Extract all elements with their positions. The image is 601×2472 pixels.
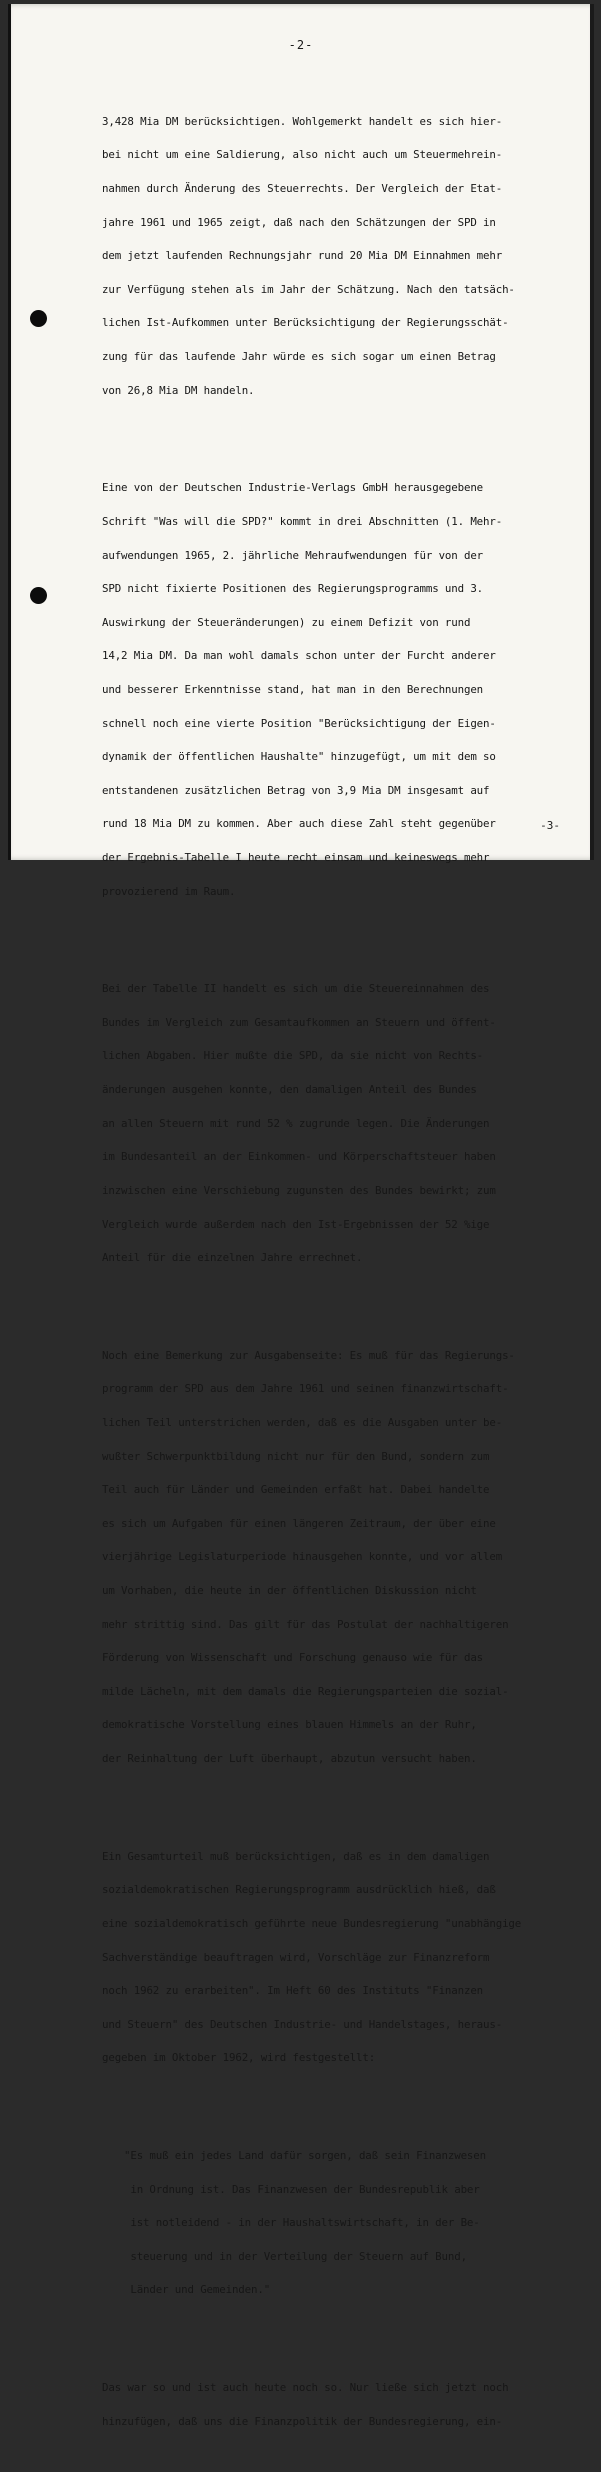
- text-line: entstandenen zusätzlichen Betrag von 3,9 Mia DM insgesamt auf: [102, 783, 490, 797]
- text-line: zur Verfügung stehen als im Jahr der Schätzung. Nach den tatsäch-: [102, 282, 515, 296]
- text-line: und besserer Erkenntnisse stand, hat man in den Berechnungen: [102, 682, 484, 696]
- text-line: gegeben im Oktober 1962, wird festgestellt:: [102, 2051, 376, 2065]
- text-line: der Ergebnis-Tabelle I heute recht einsam und keineswegs mehr: [102, 851, 490, 865]
- text-line: inzwischen eine Verschiebung zugunsten des Bundes bewirkt; zum: [102, 1183, 496, 1197]
- text-line: vierjährige Legislaturperiode hinausgehen konnte, und vor allem: [102, 1550, 503, 1564]
- text-line: dynamik der öffentlichen Haushalte" hinzugefügt, um mit dem so: [102, 750, 496, 764]
- text-line: Eine von der Deutschen Industrie-Verlags GmbH herausgegebene: [102, 481, 484, 495]
- text-line: Schrift "Was will die SPD?" kommt in drei Abschnitten (1. Mehr-: [102, 514, 503, 528]
- text-line: Bundes im Vergleich zum Gesamtaufkommen an Steuern und öffent-: [102, 1015, 496, 1029]
- text-line: in Ordnung ist. Das Finanzwesen der Bundesrepublik aber: [124, 2182, 480, 2196]
- text-line: steuerung und in der Verteilung der Steuern auf Bund,: [124, 2249, 467, 2263]
- text-line: jahre 1961 und 1965 zeigt, daß nach den Schätzungen der SPD in: [102, 215, 496, 229]
- punch-hole-icon: [30, 310, 47, 327]
- text-line: lichen Ist-Aufkommen unter Berücksichtigung der Regierungsschät-: [102, 316, 509, 330]
- paragraph-7: [102, 2360, 572, 2450]
- text-line: ist notleidend - in der Haushaltswirtschaft, in der Be-: [124, 2216, 480, 2230]
- text-line: an allen Steuern mit rund 52 % zugrunde legen. Die Änderungen: [102, 1116, 490, 1130]
- text-line: demokratische Vorstellung eines blauen Himmels an der Ruhr,: [102, 1718, 477, 1732]
- text-line: wußter Schwerpunktbildung nicht nur für den Bund, sondern zum: [102, 1449, 490, 1463]
- text-line: mehr strittig sind. Das gilt für das Postulat der nachhaltigeren: [102, 1617, 509, 1631]
- text-line: aufwendungen 1965, 2. jährliche Mehraufwendungen für von der: [102, 548, 484, 562]
- paragraph-3: [102, 961, 572, 1286]
- document-page: [8, 4, 594, 2428]
- paragraph-2: [102, 460, 572, 919]
- text-line: bei nicht um eine Saldierung, also nicht auch um Steuermehrein-: [102, 148, 503, 162]
- text-line: lichen Teil unterstrichen werden, daß es die Ausgaben unter be-: [102, 1415, 503, 1429]
- punch-hole-icon: [30, 587, 47, 604]
- text-line: noch 1962 zu erarbeiten". Im Heft 60 des Instituts "Finanzen: [102, 1984, 484, 1998]
- text-line: dem jetzt laufenden Rechnungsjahr rund 20 Mia DM Einnahmen mehr: [102, 249, 503, 263]
- text-line: "Es muß ein jedes Land dafür sorgen, daß sein Finanzwesen: [124, 2148, 486, 2162]
- block-quote: [124, 2128, 572, 2318]
- text-line: Länder und Gemeinden.": [124, 2283, 271, 2297]
- text-line: änderungen ausgehen konnte, den damaligen Anteil des Bundes: [102, 1083, 477, 1097]
- text-line: Noch eine Bemerkung zur Ausgabenseite: Es muß für das Regierungs-: [102, 1348, 515, 1362]
- text-line: nahmen durch Änderung des Steuerrechts. Der Vergleich der Etat-: [102, 182, 503, 196]
- text-line: provozierend im Raum.: [102, 884, 236, 898]
- paragraph-5: [102, 1828, 572, 2086]
- text-line: von 26,8 Mia DM handeln.: [102, 383, 255, 397]
- text-line: Sachverständige beauftragen wird, Vorschläge zur Finanzreform: [102, 1950, 490, 1964]
- text-line: milde Lächeln, mit dem damals die Regierungsparteien die sozial-: [102, 1684, 509, 1698]
- text-line: Anteil für die einzelnen Jahre errechnet.: [102, 1251, 363, 1265]
- text-line: programm der SPD aus dem Jahre 1961 und seinen finanzwirtschaft-: [102, 1382, 509, 1396]
- text-line: 3,428 Mia DM berücksichtigen. Wohlgemerkt handelt es sich hier-: [102, 114, 503, 128]
- scan-edge-right: [590, 4, 594, 860]
- page-number-bottom: -3-: [540, 819, 560, 832]
- page-number-top: -2-: [288, 38, 314, 52]
- text-line: SPD nicht fixierte Positionen des Regierungsprogramms und 3.: [102, 582, 484, 596]
- scan-edge-left: [8, 4, 11, 860]
- text-line: Vergleich wurde außerdem nach den Ist-Ergebnissen der 52 %ige: [102, 1217, 490, 1231]
- text-line: um Vorhaben, die heute in der öffentlichen Diskussion nicht: [102, 1584, 477, 1598]
- text-line: im Bundesanteil an der Einkommen- und Körperschaftsteuer haben: [102, 1150, 496, 1164]
- paragraph-1: [102, 93, 572, 418]
- text-line: hinzufügen, daß uns die Finanzpolitik der Bundesregierung, ein-: [102, 2414, 503, 2428]
- text-line: Teil auch für Länder und Gemeinden erfaßt hat. Dabei handelte: [102, 1483, 490, 1497]
- text-line: schnell noch eine vierte Position "Berücksichtigung der Eigen-: [102, 716, 496, 730]
- text-line: eine sozialdemokratisch geführte neue Bundesregierung "unabhängige: [102, 1916, 522, 1930]
- text-line: Förderung von Wissenschaft und Forschung genauso wie für das: [102, 1651, 484, 1665]
- body-text: [102, 71, 572, 2472]
- text-line: Das war so und ist auch heute noch so. Nur ließe sich jetzt noch: [102, 2381, 509, 2395]
- text-line: zung für das laufende Jahr würde es sich sogar um einen Betrag: [102, 350, 496, 364]
- text-line: rund 18 Mia DM zu kommen. Aber auch diese Zahl steht gegenüber: [102, 817, 496, 831]
- text-line: und Steuern" des Deutschen Industrie- und Handelstages, heraus-: [102, 2017, 503, 2031]
- text-line: es sich um Aufgaben für einen längeren Zeitraum, der über eine: [102, 1516, 496, 1530]
- text-line: der Reinhaltung der Luft überhaupt, abzutun versucht haben.: [102, 1752, 477, 1766]
- text-line: Bei der Tabelle II handelt es sich um die Steuereinnahmen des: [102, 982, 490, 996]
- paragraph-4: [102, 1327, 572, 1786]
- text-line: Auswirkung der Steueränderungen) zu einem Defizit von rund: [102, 615, 471, 629]
- text-line: sozialdemokratischen Regierungsprogramm ausdrücklich hieß, daß: [102, 1883, 496, 1897]
- text-line: 14,2 Mia DM. Da man wohl damals schon unter der Furcht anderer: [102, 649, 496, 663]
- text-line: lichen Abgaben. Hier mußte die SPD, da sie nicht von Rechts-: [102, 1049, 484, 1063]
- text-line: Ein Gesamturteil muß berücksichtigen, daß es in dem damaligen: [102, 1849, 490, 1863]
